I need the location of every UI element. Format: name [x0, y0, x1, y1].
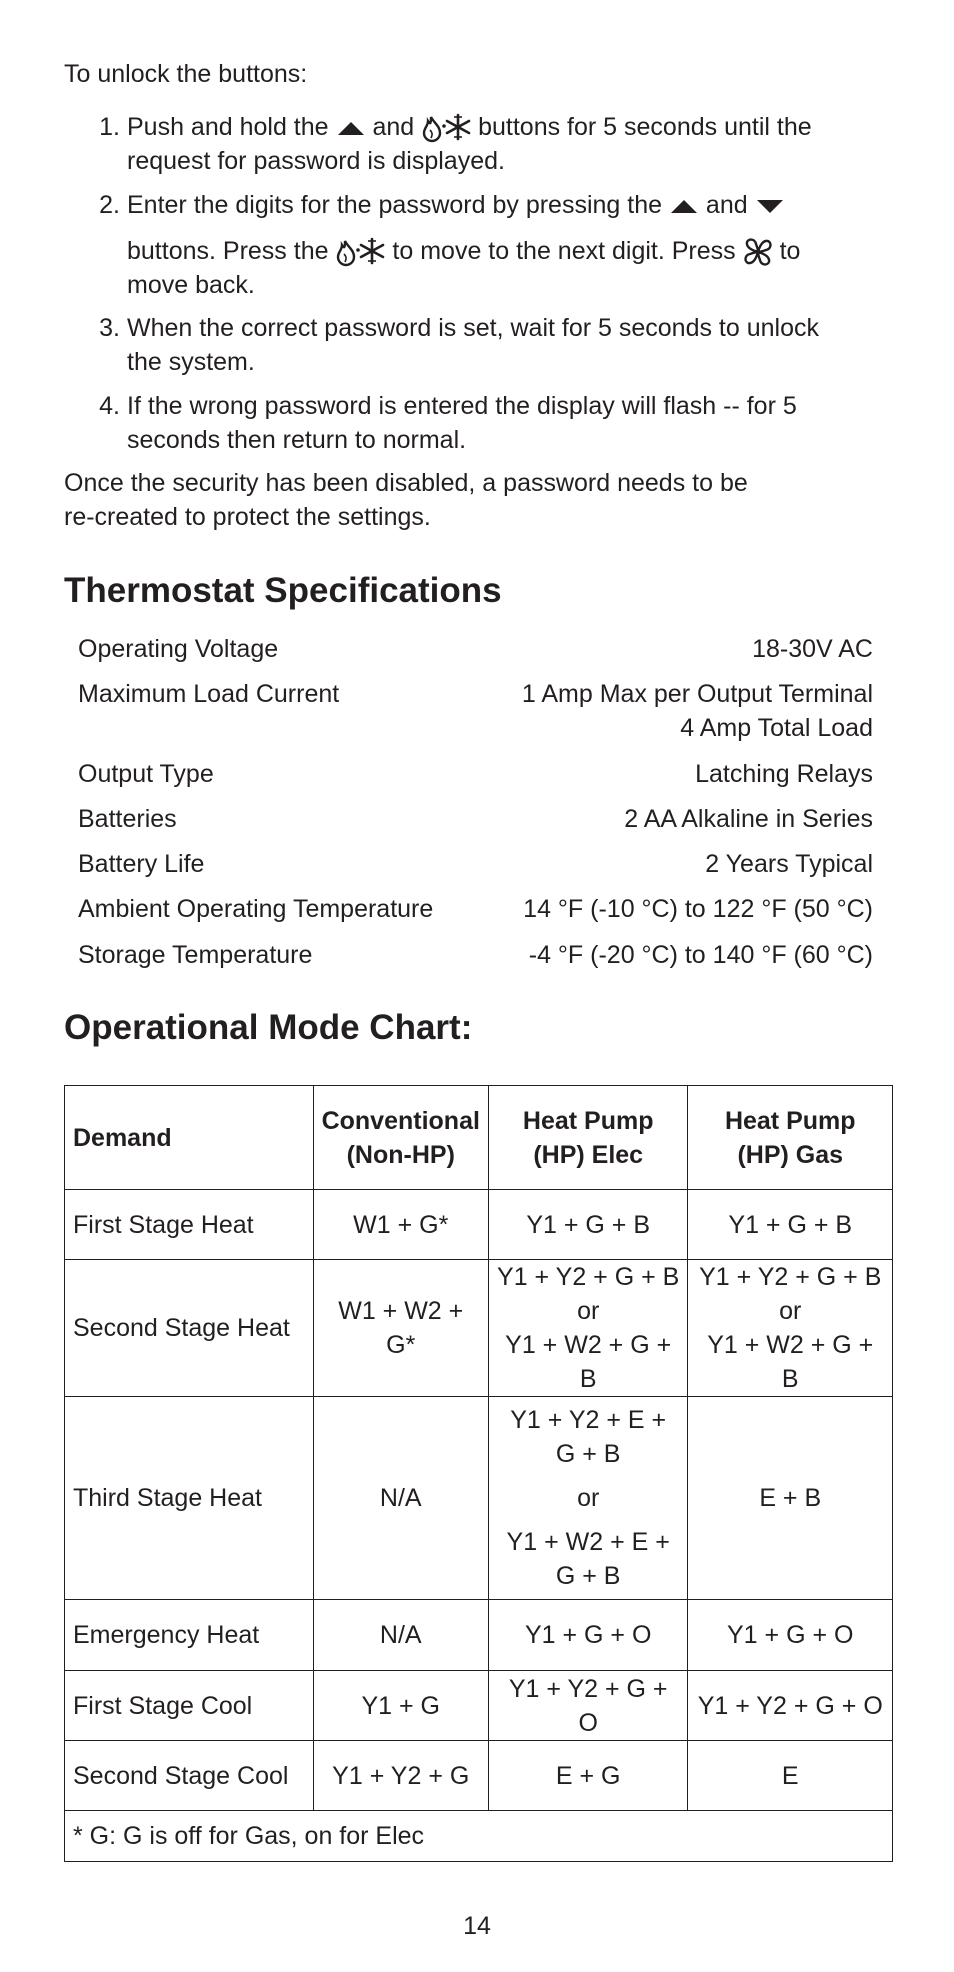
hp-elec-cell: E + G: [488, 1741, 688, 1811]
step-2-line-3: move back.: [127, 271, 255, 299]
conv-cell: N/A: [313, 1600, 488, 1671]
hp-elec-cell: Y1 + G + O: [488, 1600, 688, 1671]
spec-label: Ambient Operating Temperature: [78, 895, 434, 923]
header-hp-elec: Heat Pump (HP) Elec: [488, 1086, 688, 1190]
heat-cool-mode-icon: [421, 113, 471, 143]
demand-cell: First Stage Cool: [65, 1671, 314, 1741]
hp-gas-cell: Y1 + Y2 + G + B or Y1 + W2 + G + B: [688, 1260, 893, 1397]
mode-chart-heading: Operational Mode Chart:: [64, 1008, 473, 1047]
table-row: [65, 1260, 893, 1397]
header-conventional: Conventional (Non-HP): [313, 1086, 488, 1190]
hp-gas-cell: Y1 + G + B: [688, 1190, 893, 1260]
hp-elec-cell: Y1 + Y2 + E + G + B or Y1 + W2 + E + G + B: [488, 1397, 688, 1600]
step-3-line-2: the system.: [127, 348, 255, 376]
hp-gas-cell: Y1 + Y2 + G + O: [688, 1671, 893, 1741]
step-text: to move to the next digit. Press: [392, 237, 736, 265]
table-header-row: [65, 1086, 893, 1190]
step-1-line-1: [127, 110, 812, 144]
demand-cell: Second Stage Heat: [65, 1260, 314, 1397]
fan-icon: [743, 237, 773, 267]
spec-value: 14 °F (-10 °C) to 122 °F (50 °C): [523, 895, 873, 923]
down-arrow-icon: [755, 197, 785, 215]
conv-cell: W1 + G*: [313, 1190, 488, 1260]
spec-value: 2 Years Typical: [705, 850, 873, 878]
spec-value: 18-30V AC: [752, 635, 873, 663]
step-text: to: [779, 237, 801, 265]
spec-label: Output Type: [78, 760, 214, 788]
up-arrow-icon: [336, 119, 366, 137]
spec-value: 4 Amp Total Load: [680, 714, 873, 742]
step-text: Enter the digits for the password by pressing the: [127, 191, 663, 219]
table-row: [65, 1397, 893, 1600]
header-demand: Demand: [65, 1086, 314, 1190]
hp-elec-cell: Y1 + G + B: [488, 1190, 688, 1260]
specs-heading: Thermostat Specifications: [64, 571, 502, 610]
table-row: [65, 1671, 893, 1741]
spec-label: Operating Voltage: [78, 635, 279, 663]
header-hp-gas: Heat Pump (HP) Gas: [688, 1086, 893, 1190]
step-text: buttons for 5 seconds until the: [478, 113, 812, 141]
unlock-outro-line-1: Once the security has been disabled, a password needs to be: [64, 469, 748, 497]
step-2-line-2: [127, 234, 800, 268]
conv-cell: N/A: [313, 1397, 488, 1600]
unlock-intro: To unlock the buttons:: [64, 60, 308, 88]
hp-gas-cell: E + B: [688, 1397, 893, 1600]
step-number: 3.: [99, 314, 120, 342]
hp-gas-cell: E: [688, 1741, 893, 1811]
step-text: buttons. Press the: [127, 237, 329, 265]
up-arrow-icon: [669, 197, 699, 215]
demand-cell: First Stage Heat: [65, 1190, 314, 1260]
table-row: [65, 1190, 893, 1260]
spec-label: Batteries: [78, 805, 177, 833]
spec-label: Maximum Load Current: [78, 680, 340, 708]
spec-value: -4 °F (-20 °C) to 140 °F (60 °C): [528, 941, 873, 969]
table-row: [65, 1741, 893, 1811]
unlock-outro-line-2: re-created to protect the settings.: [64, 503, 431, 531]
table-footnote: * G: G is off for Gas, on for Elec: [65, 1811, 893, 1862]
table-footnote-row: [65, 1811, 893, 1862]
hp-elec-cell: Y1 + Y2 + G + O: [488, 1671, 688, 1741]
spec-value: 2 AA Alkaline in Series: [624, 805, 873, 833]
conv-cell: Y1 + G: [313, 1671, 488, 1741]
hp-elec-cell: Y1 + Y2 + G + B or Y1 + W2 + G + B: [488, 1260, 688, 1397]
spec-label: Battery Life: [78, 850, 205, 878]
step-3-line-1: When the correct password is set, wait for 5 seconds to unlock: [127, 314, 819, 342]
step-4-line-2: seconds then return to normal.: [127, 426, 467, 454]
step-2-line-1: [127, 188, 785, 222]
step-number: 4.: [99, 392, 120, 420]
spec-value: 1 Amp Max per Output Terminal: [521, 680, 873, 708]
step-1-line-2: request for password is displayed.: [127, 147, 505, 175]
mode-chart-table: [64, 1085, 893, 1862]
demand-cell: Third Stage Heat: [65, 1397, 314, 1600]
hp-gas-cell: Y1 + G + O: [688, 1600, 893, 1671]
table-row: [65, 1600, 893, 1671]
step-4-line-1: If the wrong password is entered the display will flash -- for 5: [127, 392, 797, 420]
step-number: 2.: [99, 191, 120, 219]
conv-cell: Y1 + Y2 + G: [313, 1741, 488, 1811]
demand-cell: Emergency Heat: [65, 1600, 314, 1671]
demand-cell: Second Stage Cool: [65, 1741, 314, 1811]
page-number: 14: [463, 1912, 491, 1940]
conv-cell: W1 + W2 + G*: [313, 1260, 488, 1397]
step-number: 1.: [99, 113, 120, 141]
spec-value: Latching Relays: [695, 760, 873, 788]
step-text: and: [372, 113, 415, 141]
spec-label: Storage Temperature: [78, 941, 313, 969]
step-text: and: [705, 191, 748, 219]
step-text: Push and hold the: [127, 113, 329, 141]
heat-cool-mode-icon: [335, 237, 385, 267]
